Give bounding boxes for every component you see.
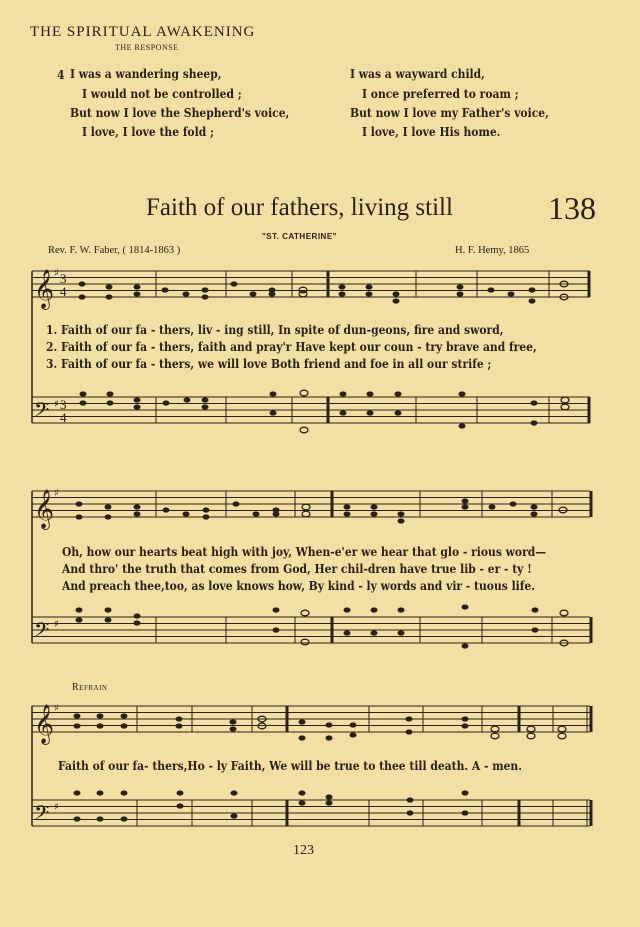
- lyric-line-verse-3: 3. Faith of our fa - thers, we will love Both friend and foe in all our strife ;: [46, 356, 492, 371]
- svg-text:♯: ♯: [54, 619, 59, 630]
- verse-line: I love, I love His home.: [362, 124, 501, 139]
- svg-text:4: 4: [60, 410, 67, 425]
- refrain-label: Refrain: [72, 682, 108, 693]
- treble-staff: [32, 271, 590, 297]
- svg-text:4: 4: [60, 284, 67, 299]
- verse-line: I would not be controlled ;: [82, 86, 242, 101]
- hymn-title: Faith of our fathers, living still: [146, 194, 453, 221]
- hymn-number: 138: [548, 190, 596, 226]
- treble-clef-icon: 𝄞: [34, 269, 55, 309]
- bass-clef-icon: 𝄢: [34, 398, 50, 426]
- tune-name: "ST. CATHERINE": [262, 232, 337, 241]
- svg-text:3: 3: [60, 397, 67, 412]
- page-number: 123: [293, 843, 314, 858]
- svg-text:𝄞: 𝄞: [34, 489, 55, 529]
- verse-line: But now I love the Shepherd's voice,: [70, 105, 290, 120]
- lyric-line-verse-2: And thro' the truth that comes from God, Her chil-dren have true lib - er - ty !: [62, 561, 532, 576]
- svg-text:3: 3: [60, 271, 67, 286]
- running-title: THE SPIRITUAL AWAKENING: [30, 24, 256, 40]
- composer-credit: H. F. Hemy, 1865: [455, 245, 530, 256]
- refrain-lyric-line: Faith of our fa- thers,Ho - ly Faith, We will be true to thee till death. A - men.: [58, 758, 522, 773]
- verse-number: 4: [57, 67, 65, 82]
- lyric-line-verse-3: And preach thee,too, as love knows how, By kind - ly words and vir - tuous life.: [62, 578, 535, 593]
- svg-text:𝄢: 𝄢: [34, 801, 50, 829]
- running-subtitle: THE RESPONSE: [115, 43, 179, 52]
- svg-text:♯: ♯: [54, 802, 59, 813]
- svg-text:𝄞: 𝄞: [34, 704, 55, 744]
- verse-line: I love, I love the fold ;: [82, 124, 214, 139]
- verse-line: But now I love my Father's voice,: [350, 105, 549, 120]
- svg-text:𝄢: 𝄢: [34, 618, 50, 646]
- lyric-line-verse-1: Oh, how our hearts beat high with joy, When-e'er we hear that glo - rious word—: [62, 544, 547, 559]
- bass-staff: [32, 397, 590, 423]
- svg-text:♯: ♯: [54, 488, 59, 499]
- author-credit: Rev. F. W. Faber, ( 1814-1863 ): [48, 245, 181, 256]
- svg-text:♯: ♯: [54, 399, 59, 410]
- lyric-line-verse-2: 2. Faith of our fa - thers, faith and pray'r Have kept our coun - try brave and free,: [46, 339, 537, 354]
- svg-text:♯: ♯: [54, 703, 59, 714]
- svg-text:♯: ♯: [54, 268, 59, 279]
- verse-line: I was a wayward child,: [350, 66, 485, 81]
- lyric-line-verse-1: 1. Faith of our fa - thers, liv - ing still, In spite of dun-geons, fire and sword,: [46, 322, 504, 337]
- verse-line: I was a wandering sheep,: [70, 66, 222, 81]
- verse-line: I once preferred to roam ;: [362, 86, 519, 101]
